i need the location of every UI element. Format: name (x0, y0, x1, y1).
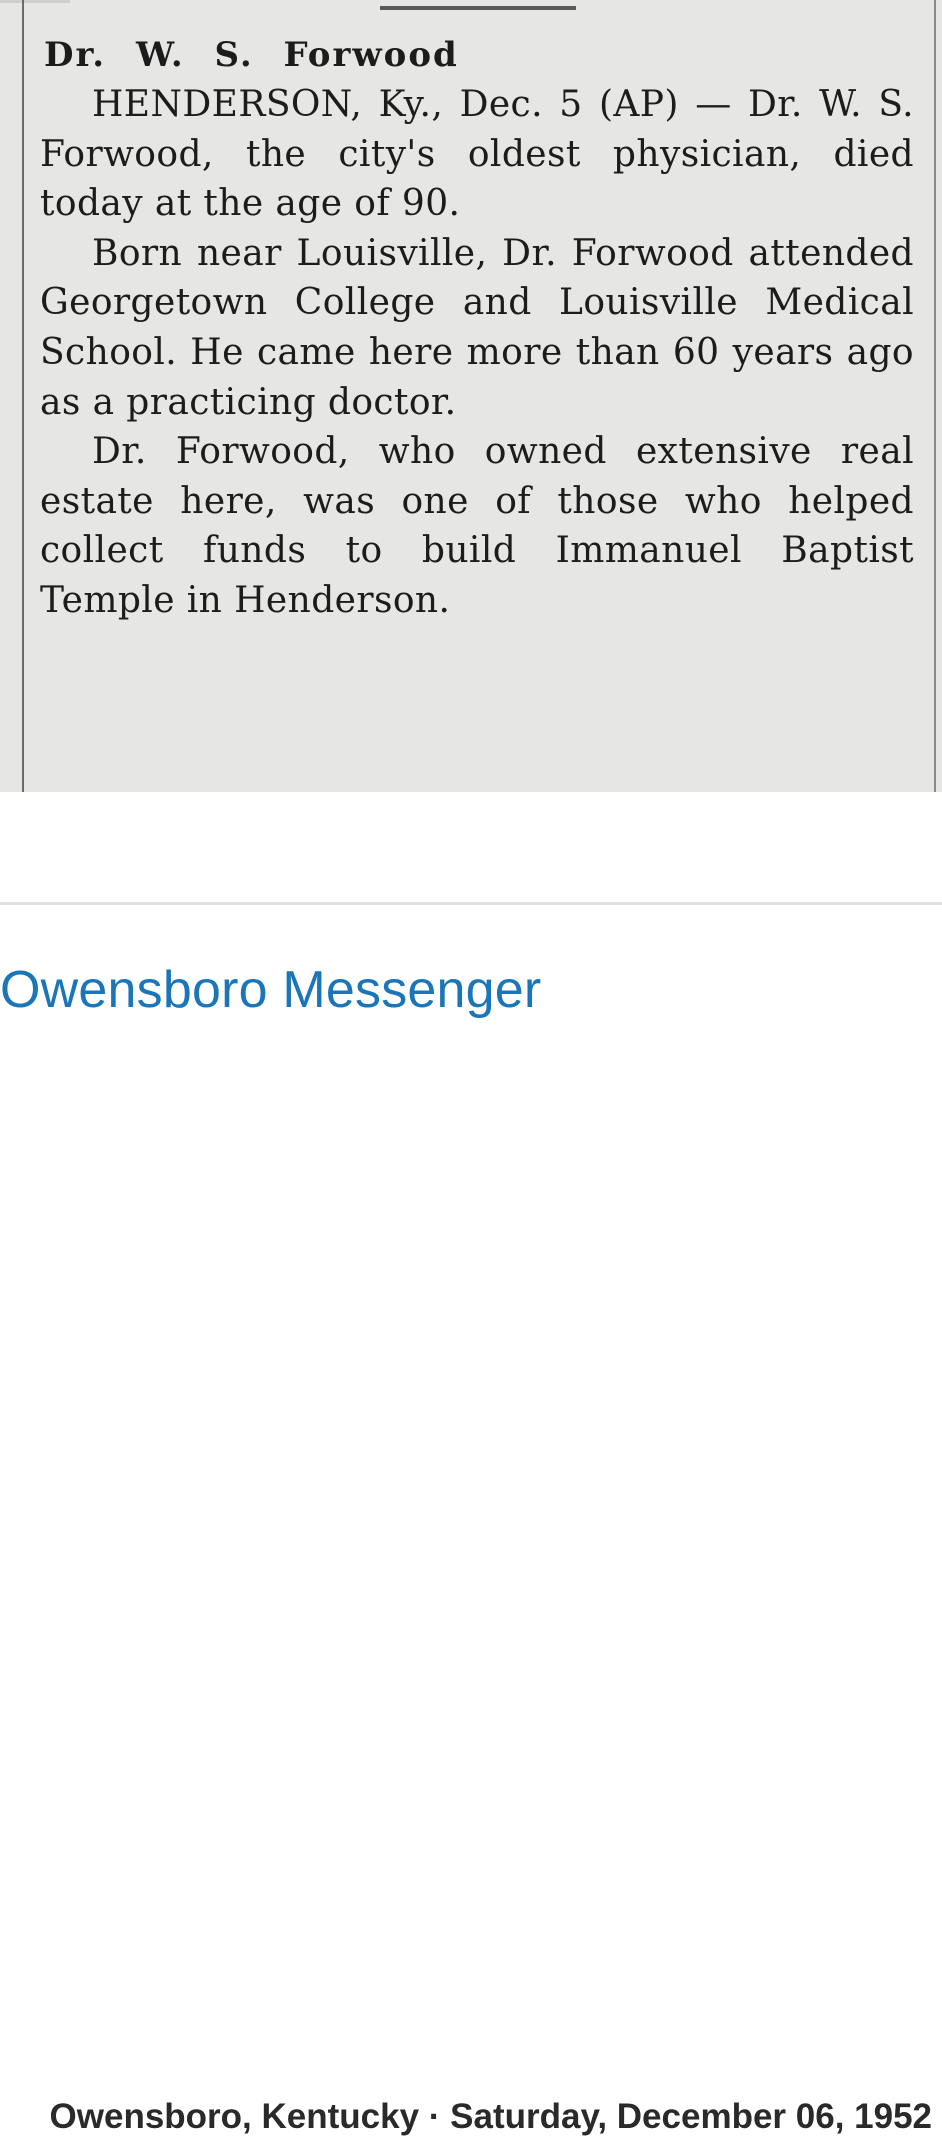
article-paragraph: Born near Louisville, Dr. Forwood attended Georgetown College and Louisville Medical School. He came here more than 60 years ago as a practicing doctor. (40, 232, 914, 423)
article-headline: Dr. W. S. Forwood (44, 35, 459, 75)
publication-location-date: Owensboro, Kentucky · Saturday, December 06, 1952 (49, 2097, 932, 2136)
newspaper-title-link[interactable]: Owensboro Messenger (0, 961, 542, 1019)
article-paragraph: HENDERSON, Ky., Dec. 5 (AP) — Dr. W. S. Forwood, the city's oldest physician, died today at the age of 90. (40, 84, 914, 225)
obituary-article (40, 30, 914, 626)
column-rule-top (380, 6, 576, 10)
publication-meta-container (0, 1040, 942, 2136)
article-paragraph: Dr. Forwood, who owned extensive real estate here, was one of those who helped collect funds to build Immanuel Baptist Temple in Henderson. (40, 431, 914, 621)
newspaper-clipping (0, 0, 942, 792)
clipping-edge (0, 0, 70, 3)
column-rule-right (934, 0, 936, 792)
section-divider (0, 902, 942, 905)
column-rule-left (22, 0, 24, 792)
